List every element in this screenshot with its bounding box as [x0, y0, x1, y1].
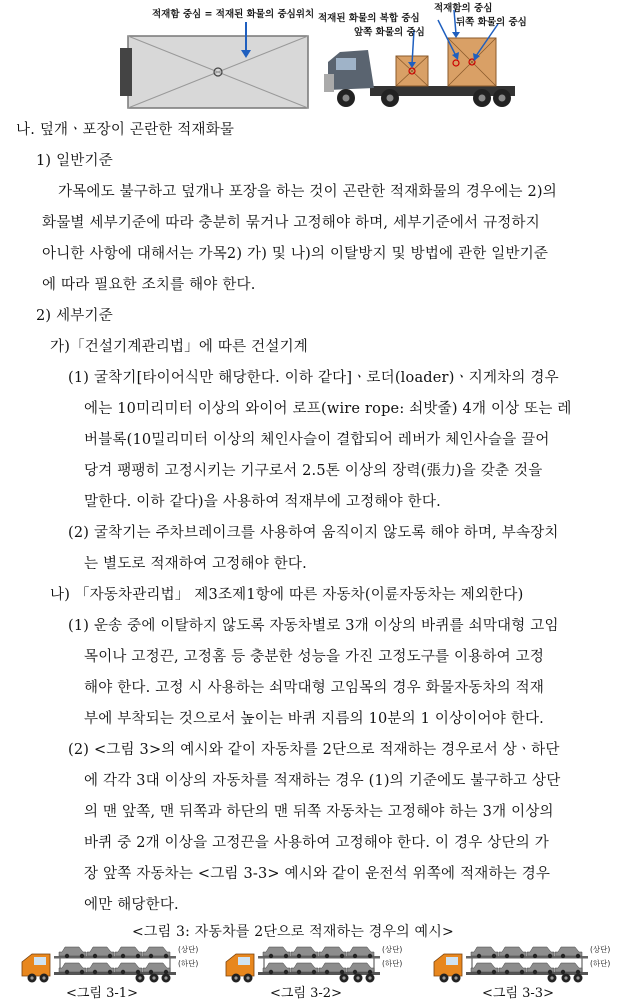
- figure-3-title: <그림 3: 자동차를 2단으로 적재하는 경우의 예시>: [132, 924, 454, 940]
- sub-heading-general: 1) 일반기준: [36, 153, 113, 169]
- paragraph-line: 당겨 팽팽히 고정시키는 기구로서 2.5톤 이상의 장력(張力)을 갖춘 것을: [84, 463, 543, 479]
- figure-3-3-caption: <그림 3-3>: [482, 986, 554, 1001]
- lower-tier-label: (하단): [382, 959, 403, 968]
- paragraph-line: (2) 굴착기는 주차브레이크를 사용하여 움직이지 않도록 해야 하며, 부속장치: [68, 525, 559, 541]
- paragraph-line: 말한다. 이하 같다)을 사용하여 적재부에 고정해야 한다.: [84, 494, 441, 510]
- paragraph-line: (1) 굴착기[타이어식만 해당한다. 이하 같다]ㆍ로더(loader)ㆍ지게차의 경우: [68, 370, 559, 386]
- paragraph-line: 에만 해당한다.: [84, 897, 179, 913]
- paragraph-line: 장 앞쪽 자동차는 <그림 3-3> 예시와 같이 운전석 위쪽에 적재하는 경우: [84, 866, 551, 882]
- lower-tier-label: (하단): [178, 959, 199, 968]
- car-carrier-truck-illustration: [20, 942, 180, 984]
- figure-3-2: [224, 942, 414, 1001]
- figure-3-2-caption: <그림 3-2>: [270, 986, 342, 1001]
- paragraph-line: 부에 부착되는 것으로서 높이는 바퀴 지름의 10분의 1 이상이어야 한다.: [84, 711, 544, 727]
- paragraph-line: 해야 한다. 고정 시 사용하는 쇠막대형 고임목의 경우 화물자동차의 적재: [84, 680, 545, 696]
- paragraph-line: 목이나 고정끈, 고정홈 등 충분한 성능을 가진 고정도구를 이용하여 고정: [84, 649, 545, 665]
- paragraph-line: 에 각각 3대 이상의 자동차를 적재하는 경우 (1)의 기준에도 불구하고 상단: [84, 773, 561, 789]
- paragraph-line: 가목에도 불구하고 덮개나 포장을 하는 것이 곤란한 적재화물의 경우에는 2)의: [58, 184, 557, 200]
- figure-3-1-caption: <그림 3-1>: [66, 986, 138, 1001]
- car-carrier-truck-illustration: [224, 942, 384, 984]
- upper-tier-label: (상단): [590, 945, 611, 954]
- car-carrier-truck-illustration: [432, 942, 592, 984]
- paragraph-line: 에 따라 필요한 조치를 해야 한다.: [42, 277, 256, 293]
- upper-tier-label: (상단): [178, 945, 199, 954]
- label-rear-cargo-center: 뒤쪽 화물의 중심: [456, 17, 527, 28]
- paragraph-line: 는 별도로 적재하여 고정해야 한다.: [84, 556, 307, 572]
- item-na-heading: 나) 「자동차관리법」 제3조제1항에 따른 자동차(이륜자동차는 제외한다): [50, 587, 524, 603]
- label-front-cargo-center: 앞쪽 화물의 중심: [354, 27, 425, 38]
- section-heading: 나. 덮개ㆍ포장이 곤란한 적재화물: [16, 122, 235, 138]
- label-combined-center: 적재된 화물의 복합 중심: [318, 13, 420, 24]
- figure-3-3: [432, 942, 622, 1001]
- label-deck-center-equals-cargo: 적재함 중심 = 적재된 화물의 중심위치: [152, 9, 315, 20]
- label-deck-center: 적재함의 중심: [434, 3, 493, 14]
- upper-tier-label: (상단): [382, 945, 403, 954]
- paragraph-line: 바퀴 중 2개 이상을 고정끈을 사용하여 고정해야 한다. 이 경우 상단의 가: [84, 835, 549, 851]
- top-figure: [118, 0, 527, 112]
- figure-3-1: [20, 942, 210, 1001]
- paragraph-line: (2) <그림 3>의 예시와 같이 자동차를 2단으로 적재하는 경우로서 상ㆍ하단: [68, 742, 560, 758]
- paragraph-line: 에는 10미리미터 이상의 와이어 로프(wire rope: 쇠밧줄) 4개 이상 또는 레: [84, 401, 572, 417]
- item-ga-heading: 가)「건설기계관리법」에 따른 건설기계: [50, 339, 308, 355]
- paragraph-line: 화물별 세부기준에 따라 충분히 묶거나 고정해야 하며, 세부기준에서 규정하지: [42, 215, 540, 231]
- paragraph-line: 아니한 사항에 대해서는 가목2) 가) 및 나)의 이탈방지 및 방법에 관한 일반기준: [42, 246, 549, 262]
- paragraph-line: 의 맨 앞쪽, 맨 뒤쪽과 하단의 맨 뒤쪽 자동차는 고정해야 하는 3개 이상의: [84, 804, 554, 820]
- paragraph-line: (1) 운송 중에 이탈하지 않도록 자동차별로 3개 이상의 바퀴를 쇠막대형 고임: [68, 618, 559, 634]
- paragraph-line: 버블록(10밀리미터 이상의 체인사슬이 결합되어 레버가 체인사슬을 끌어: [84, 432, 550, 448]
- sub-heading-detail: 2) 세부기준: [36, 308, 113, 324]
- lower-tier-label: (하단): [590, 959, 611, 968]
